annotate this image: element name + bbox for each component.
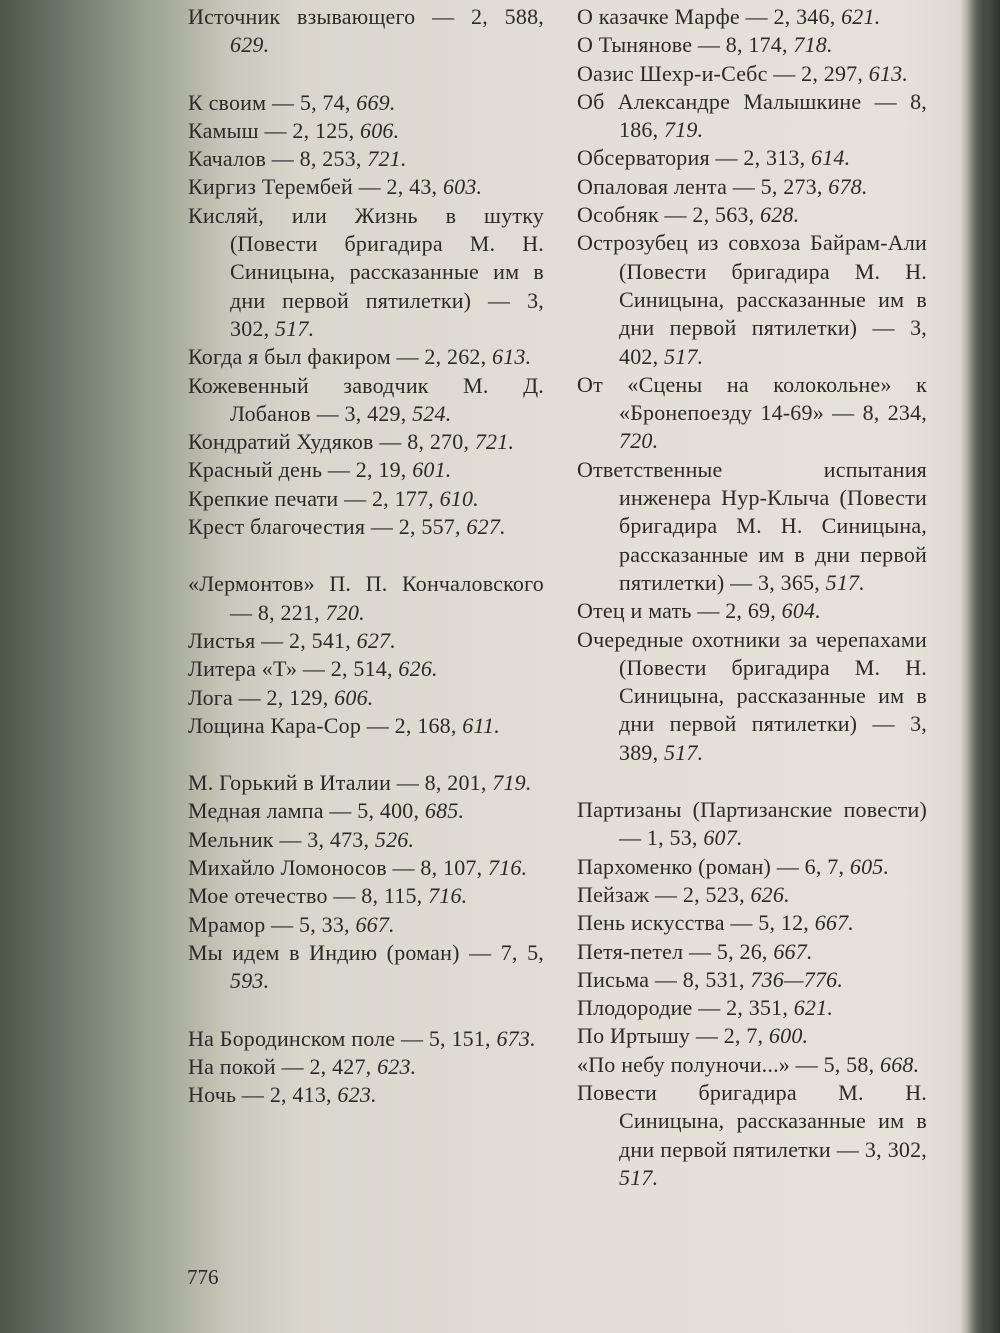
entry-page-ref: 626. (750, 881, 790, 907)
index-entry (577, 994, 927, 1022)
entry-page-ref: 621. (793, 995, 834, 1021)
entry-page-ref: 669. (356, 89, 396, 115)
entry-title: Острозубец из совхоза Байрам-Али (Повести бригадира М. Н. Синицына, рассказанные им в дни первой пятилетки) — 3, 402, (577, 230, 927, 369)
index-entry (577, 1079, 927, 1192)
entry-page-ref: 517. (619, 1164, 659, 1190)
entry-title: К своим — 5, 74, (188, 89, 357, 115)
letter-group-gap (188, 740, 544, 769)
entry-page-ref: 526. (374, 826, 415, 852)
index-entry (577, 1022, 927, 1050)
entry-page-ref: 736—776. (750, 966, 844, 992)
entry-title: Ответственные испытания инженера Нур-Клыча (Повести бригадира М. Н. Синицына, рассказанные им в дни первой пятилетки) — 3, 365, (577, 456, 927, 595)
entry-page-ref: 517. (825, 569, 865, 595)
entry-title: Михайло Ломоносов — 8, 107, (188, 855, 489, 881)
entry-title: Ночь — 2, 413, (188, 1082, 338, 1108)
entry-page-ref: 716. (428, 883, 468, 909)
entry-title: Мое отечество — 8, 115, (188, 883, 429, 909)
entry-page-ref: 517. (664, 343, 704, 369)
index-entry (577, 626, 927, 767)
index-entry (188, 769, 544, 797)
entry-page-ref: 613. (868, 60, 909, 86)
index-entry (188, 513, 544, 541)
index-entry (577, 938, 927, 966)
index-entry (577, 1051, 927, 1079)
entry-page-ref: 673. (496, 1025, 536, 1051)
entry-page-ref: 623. (337, 1082, 377, 1108)
index-entry (577, 60, 927, 88)
entry-page-ref: 606. (360, 117, 400, 143)
entry-title: Кисляй, или Жизнь в шутку (Повести бригадира М. Н. Синицына, рассказанные им в дни первой пятилетки) — 3, 302, (188, 202, 544, 341)
entry-page-ref: 610. (439, 485, 479, 511)
entry-page-ref: 604. (781, 598, 821, 624)
page-number: 776 (187, 1265, 219, 1289)
index-entry (188, 428, 544, 456)
index-entry (188, 570, 544, 627)
index-entry (188, 1025, 544, 1053)
entry-title: Мы идем в Индию (роман) — 7, 5, (188, 939, 544, 965)
index-entry (577, 597, 927, 625)
entry-title: Пейзаж — 2, 523, (577, 881, 751, 907)
letter-group-gap (188, 996, 544, 1025)
index-entry (188, 485, 544, 513)
index-entry (188, 655, 544, 683)
index-column-right (577, 3, 927, 1192)
entry-title: Об Александре Малышкине — 8, 186, (577, 88, 927, 143)
entry-page-ref: 623. (377, 1053, 417, 1079)
entry-title: Письма — 8, 531, (577, 966, 751, 992)
entry-page-ref: 517. (664, 739, 704, 765)
index-entry (577, 456, 927, 597)
index-entry (188, 854, 544, 882)
entry-page-ref: 628. (760, 202, 800, 228)
entry-page-ref: 621. (841, 4, 881, 29)
entry-title: Очередные охотники за черепахами (Повести бригадира М. Н. Синицына, рассказанные им в дни первой пятилетки) — 3, 389, (577, 626, 927, 765)
entry-title: «Лермонтов» П. П. Кончаловского — 8, 221, (188, 571, 544, 625)
index-entry (188, 145, 544, 173)
entry-title: Мрамор — 5, 33, (188, 911, 356, 937)
entry-title: О Тынянове — 8, 174, (577, 32, 794, 58)
entry-title: Повести бригадира М. Н. Синицына, рассказанные им в дни первой пятилетки — 3, 302, (577, 1079, 927, 1162)
entry-page-ref: 593. (230, 968, 270, 994)
index-entry (188, 911, 544, 939)
entry-title: Источник взывающего — 2, 588, (188, 4, 544, 29)
entry-title: На покой — 2, 427, (188, 1053, 378, 1079)
entry-title: Когда я был факиром — 2, 262, (188, 344, 493, 370)
entry-title: Камыш — 2, 125, (188, 117, 360, 143)
entry-title: Петя-петел — 5, 26, (577, 938, 774, 964)
index-entry (188, 3, 544, 60)
entry-page-ref: 613. (492, 344, 532, 370)
entry-title: По Иртышу — 2, 7, (577, 1023, 769, 1049)
entry-title: Крепкие печати — 2, 177, (188, 485, 440, 511)
entry-page-ref: 627. (356, 627, 396, 653)
entry-page-ref: 721. (474, 429, 515, 455)
entry-page-ref: 605. (849, 853, 890, 879)
entry-title: Обсерватория — 2, 313, (577, 145, 811, 171)
entry-title: «По небу полуночи...» — 5, 58, (577, 1051, 880, 1077)
index-entry (577, 881, 927, 909)
index-entry (188, 456, 544, 484)
entry-title: Оазис Шехр-и-Себс — 2, 297, (577, 60, 869, 86)
entry-page-ref: 720. (325, 599, 365, 625)
entry-title: Лога — 2, 129, (188, 684, 335, 710)
entry-page-ref: 667. (355, 911, 395, 937)
entry-title: Мельник — 3, 473, (188, 826, 375, 852)
entry-page-ref: 678. (828, 173, 868, 199)
index-entry (577, 31, 927, 59)
index-entry (188, 882, 544, 910)
index-entry (188, 173, 544, 201)
entry-page-ref: 627. (466, 514, 506, 540)
entry-title: Лощина Кара-Сор — 2, 168, (188, 712, 463, 738)
letter-group-gap (188, 541, 544, 570)
entry-title: Листья — 2, 541, (188, 627, 357, 653)
entry-title: Партизаны (Партизанские повести) — 1, 53, (577, 797, 927, 851)
index-entry (577, 371, 927, 456)
entry-page-ref: 603. (442, 174, 483, 200)
entry-page-ref: 601. (412, 457, 452, 483)
entry-page-ref: 614. (811, 145, 851, 171)
index-entry (188, 684, 544, 712)
entry-title: Плодородие — 2, 351, (577, 995, 794, 1021)
entry-page-ref: 718. (793, 32, 833, 58)
entry-page-ref: 719. (664, 117, 704, 143)
entry-page-ref: 611. (462, 712, 500, 738)
entry-title: Отец и мать — 2, 69, (577, 598, 782, 624)
index-entry (577, 144, 927, 172)
entry-page-ref: 720. (619, 428, 659, 454)
entry-title: Литера «Т» — 2, 514, (188, 656, 399, 682)
entry-page-ref: 685. (424, 798, 465, 824)
index-entry (188, 343, 544, 371)
entry-page-ref: 524. (412, 400, 452, 426)
index-entry (577, 909, 927, 937)
entry-page-ref: 607. (703, 825, 743, 851)
index-entry (577, 966, 927, 994)
entry-page-ref: 719. (492, 770, 532, 796)
entry-title: Опаловая лента — 5, 273, (577, 173, 829, 199)
entry-page-ref: 721. (367, 146, 407, 172)
entry-page-ref: 667. (773, 938, 813, 964)
entry-title: На Бородинском поле — 5, 151, (188, 1025, 497, 1051)
entry-page-ref: 629. (230, 32, 270, 58)
index-entry (188, 1081, 544, 1109)
index-entry (577, 88, 927, 145)
entry-title: Пень искусства — 5, 12, (577, 910, 815, 936)
entry-title: От «Сцены на колокольне» к «Бронепоезду 14-69» — 8, 234, (577, 371, 927, 426)
index-entry (577, 796, 927, 853)
index-entry (188, 939, 544, 996)
entry-page-ref: 606. (334, 684, 374, 710)
index-entry (188, 1053, 544, 1081)
entry-title: Медная лампа — 5, 400, (188, 798, 425, 824)
index-entry (188, 627, 544, 655)
entry-title: Киргиз Терембей — 2, 43, (188, 174, 443, 200)
entry-title: Крест благочестия — 2, 557, (188, 514, 467, 540)
entry-title: Особняк — 2, 563, (577, 202, 761, 228)
index-column-left (188, 3, 544, 1109)
index-entry (577, 3, 927, 31)
index-entry (188, 712, 544, 740)
index-entry (188, 202, 544, 343)
entry-title: Красный день — 2, 19, (188, 457, 413, 483)
index-entry (188, 797, 544, 825)
index-entry (188, 89, 544, 117)
entry-page-ref: 716. (488, 855, 528, 881)
index-entry (188, 826, 544, 854)
index-entry (188, 117, 544, 145)
page-edge-shadow (968, 0, 1000, 1333)
index-entry (188, 372, 544, 429)
letter-group-gap (188, 60, 544, 89)
entry-page-ref: 668. (880, 1051, 920, 1077)
entry-title: Кондратий Худяков — 8, 270, (188, 429, 475, 455)
entry-title: М. Горький в Италии — 8, 201, (188, 770, 493, 796)
entry-title: Пархоменко (роман) — 6, 7, (577, 853, 850, 879)
entry-page-ref: 517. (275, 315, 315, 341)
entry-page-ref: 600. (768, 1023, 809, 1049)
index-entry (577, 201, 927, 229)
entry-title: О казачке Марфе — 2, 346, (577, 4, 842, 29)
entry-page-ref: 626. (398, 656, 438, 682)
entry-title: Кожевенный заводчик М. Д. Лобанов — 3, 429, (188, 372, 544, 426)
letter-group-gap (577, 767, 927, 796)
index-entry (577, 173, 927, 201)
index-entry (577, 229, 927, 370)
index-entry (577, 853, 927, 881)
entry-page-ref: 667. (814, 910, 854, 936)
entry-title: Качалов — 8, 253, (188, 146, 368, 172)
